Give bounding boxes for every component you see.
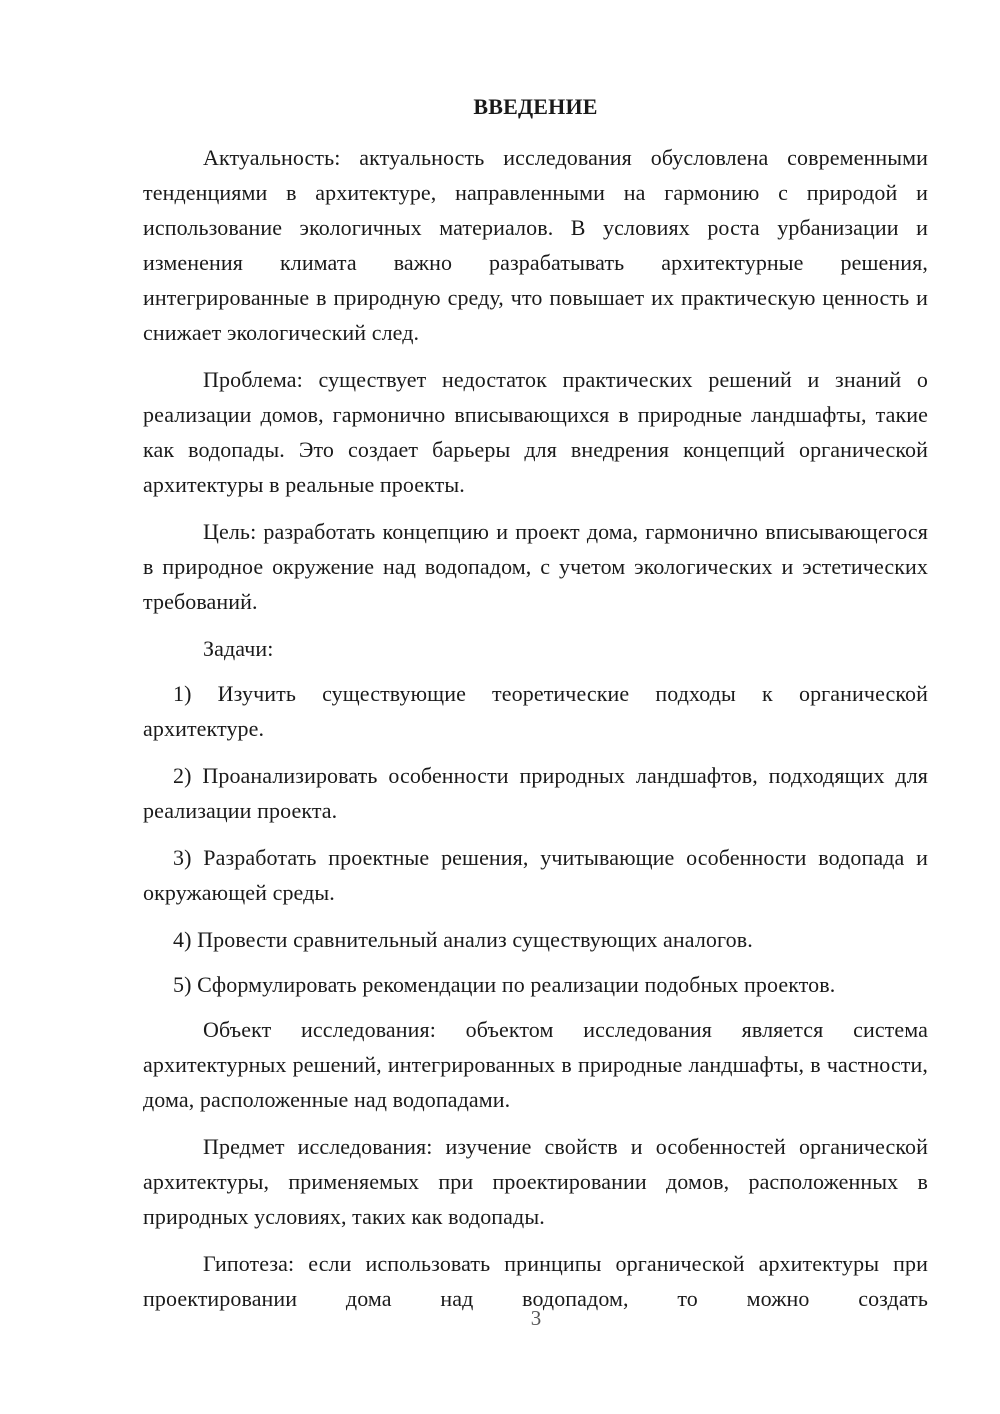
paragraph-problem: Проблема: существует недостаток практических решений и знаний о реализации домов, гармонично вписывающихся в природные ландшафты, такие как водопады. Это создает барьеры для внедрения концепций органической архитектуры в реальные проекты. (143, 367, 928, 497)
paragraph-subject: Предмет исследования: изучение свойств и особенностей органической архитектуры, применяемых при проектировании домов, расположенных в природных условиях, таких как водопады. (143, 1134, 928, 1229)
page-number: 3 (530, 1306, 542, 1330)
paragraph-relevance: Актуальность: актуальность исследования обусловлена современными тенденциями в архитектуре, направленными на гармонию с природой и использование экологичных материалов. В условиях роста урбанизации и изменения климата важно разрабатывать архитектурные решения, интегрированные в природную среду, что повышает их практическую ценность и снижает экологический след. (143, 145, 928, 345)
paragraph-hypothesis: Гипотеза: если использовать принципы органической архитектуры при проектировании дома над водопадом, то можно создать (143, 1251, 928, 1311)
task-item-5: 5) Сформулировать рекомендации по реализации подобных проектов. (173, 972, 836, 997)
page-title: ВВЕДЕНИЕ (473, 94, 598, 119)
task-item-1: 1) Изучить существующие теоретические подходы к органической архитектуре. (143, 681, 928, 741)
tasks-label: Задачи: (203, 636, 274, 661)
task-item-2: 2) Проанализировать особенности природных ландшафтов, подходящих для реализации проекта. (143, 763, 928, 823)
task-item-3: 3) Разработать проектные решения, учитывающие особенности водопада и окружающей среды. (143, 845, 928, 905)
paragraph-object: Объект исследования: объектом исследования является система архитектурных решений, интегрированных в природные ландшафты, в частности, дома, расположенные над водопадами. (143, 1017, 928, 1112)
paragraph-goal: Цель: разработать концепцию и проект дома, гармонично вписывающегося в природное окружение над водопадом, с учетом экологических и эстетических требований. (143, 519, 928, 614)
document-page (143, 90, 928, 1316)
task-item-4: 4) Провести сравнительный анализ существующих аналогов. (173, 927, 753, 952)
